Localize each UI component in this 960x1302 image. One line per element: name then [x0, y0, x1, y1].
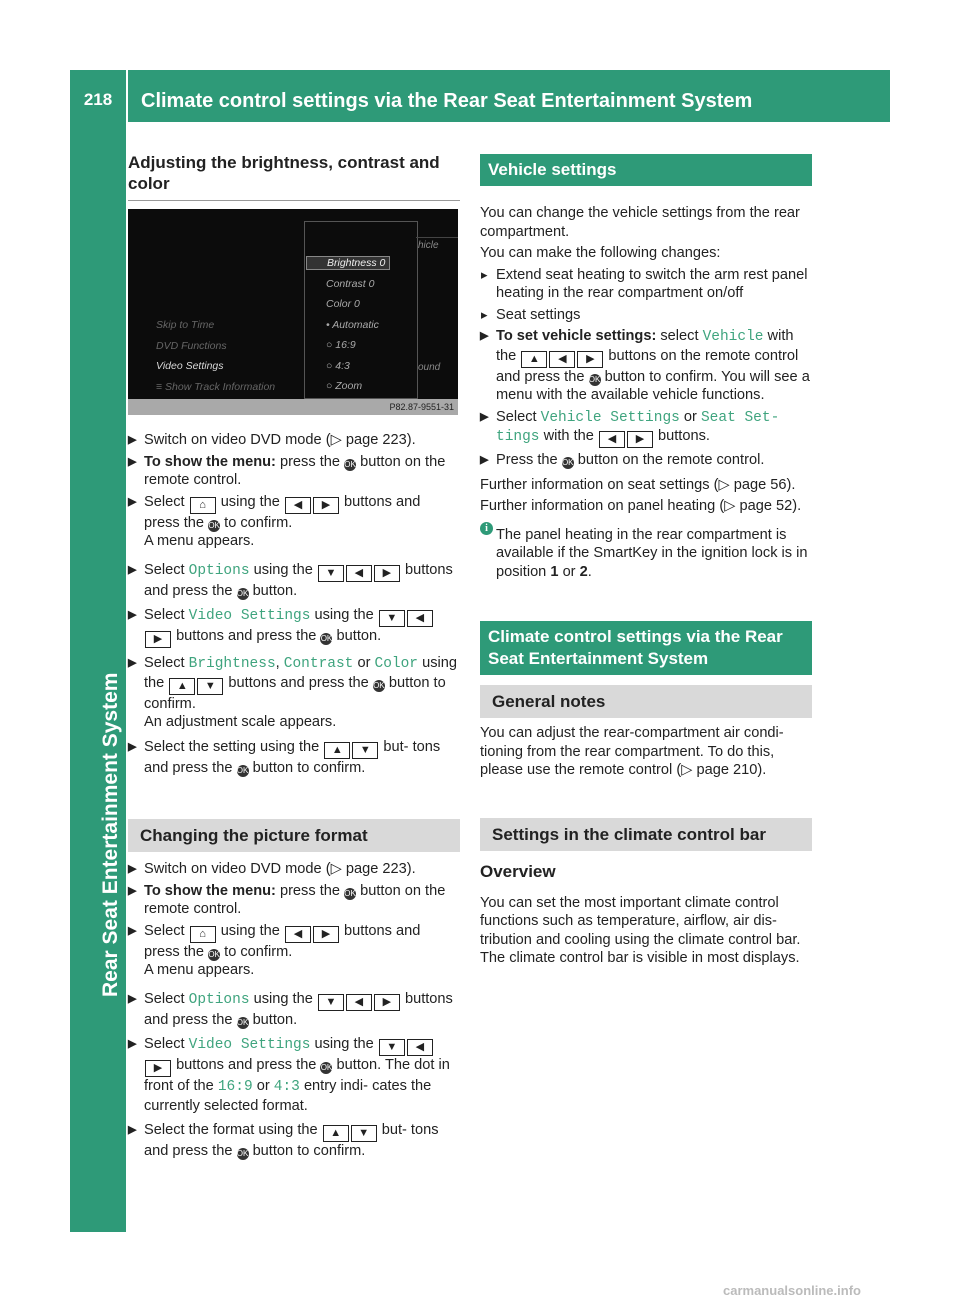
screen-menu-item: ≡ Show Track Information: [156, 380, 276, 393]
up-arrow-icon: ▲: [324, 742, 350, 759]
menu-option: Options: [188, 991, 250, 1008]
ok-button-icon: OK: [236, 1017, 249, 1027]
right-arrow-icon: ▶: [313, 926, 339, 943]
menu-option: Video Settings: [188, 1037, 311, 1053]
right-arrow-icon: ▶: [145, 1060, 171, 1077]
screen-menu-item: DVD Functions: [156, 339, 227, 352]
ok-button-icon: OK: [320, 1063, 333, 1072]
paragraph: Further information on seat settings (▷ page 56).: [480, 476, 796, 493]
ok-button-icon: OK: [588, 374, 601, 384]
down-arrow-icon: ▼: [318, 994, 344, 1011]
section-heading-climate: Climate control settings via the Rear Seat Entertainment System: [480, 621, 812, 675]
section-heading-vehicle-settings: Vehicle settings: [480, 154, 812, 186]
ok-button-icon: OK: [344, 459, 356, 469]
menu-option: Brightness: [188, 656, 276, 672]
right-column: [480, 152, 812, 968]
list-item: ▸ Seat settings: [480, 306, 812, 325]
page-number: 218: [83, 90, 113, 109]
section-heading-brightness: Adjusting the brightness, contrast and color: [128, 152, 460, 201]
screen-left-menu: [156, 315, 275, 397]
home-icon: ⌂: [190, 926, 216, 943]
home-icon: ⌂: [190, 497, 216, 514]
step: ▶ Select Video Settings using the ▼ ◀▶ buttons and press the OK button. The dot in front of the 16:9 or 4:3 entry indi- cates the currently selected format.: [128, 1035, 460, 1115]
step: ▶ Select Brightness, Contrast or Color using the ▲ ▼ buttons and press the OK button to confirm. An adjustment scale appears.: [128, 654, 460, 732]
up-arrow-icon: ▲: [169, 678, 195, 695]
ok-button-icon: OK: [373, 680, 385, 690]
screen-sub-menu: [326, 253, 390, 397]
step: ▶ Switch on video DVD mode (▷ page 223).: [128, 431, 460, 450]
header-divider: [126, 70, 128, 122]
ok-button-icon: OK: [208, 949, 220, 959]
right-arrow-icon: ▶: [577, 351, 603, 368]
left-arrow-icon: ◀: [346, 994, 372, 1011]
ref-arrow-icon: ▷: [724, 498, 736, 514]
right-arrow-icon: ▶: [313, 497, 339, 514]
down-arrow-icon: ▼: [379, 610, 405, 627]
info-note: i The panel heating in the rear compartment is available if the SmartKey in the ignition lock is in position 1 or 2.: [480, 526, 812, 582]
screen-menu-item-selected: Video Settings: [156, 360, 224, 372]
ok-button-icon: OK: [561, 458, 574, 467]
down-arrow-icon: ▼: [352, 742, 378, 759]
step: ▶ To show the menu: press the OK button on the remote control.: [128, 453, 460, 490]
paragraph: You can change the vehicle settings from the rear compartment.: [480, 205, 800, 240]
menu-option: Contrast: [283, 656, 354, 672]
screen-right-text: ound: [418, 362, 441, 373]
screen-submenu-item: ○ 4:3: [326, 359, 350, 372]
ref-arrow-icon: ▷: [681, 762, 693, 778]
screen-menu-item: Skip to Time: [156, 319, 215, 331]
left-arrow-icon: ◀: [599, 431, 625, 448]
ok-button-icon: OK: [236, 588, 249, 598]
menu-option: 16:9: [217, 1079, 253, 1095]
ok-button-icon: OK: [320, 634, 333, 643]
ok-button-icon: OK: [236, 765, 249, 775]
screen-right-text: hicle: [418, 240, 439, 251]
section-heading-general-notes: General notes: [480, 685, 812, 718]
menu-option: Vehicle: [702, 329, 764, 345]
screen-submenu-item: • Automatic: [326, 318, 379, 331]
ref-arrow-icon: ▷: [718, 476, 730, 493]
image-code: P82.87-9551-31: [389, 402, 454, 412]
screen-submenu-item: Contrast 0: [326, 277, 375, 290]
dvd-menu-screenshot: [128, 209, 458, 415]
step: ▶ Select the setting using the ▲ ▼ but- tons and press the OK button to confirm.: [128, 738, 460, 778]
side-tab-label: Rear Seat Entertainment System: [99, 672, 122, 997]
ok-button-icon: OK: [344, 888, 356, 898]
paragraph: You can adjust the rear-compartment air condi- tioning from the rear compartment. To do this, please use the remote control (▷ page 210).: [480, 725, 784, 778]
paragraph: You can make the following changes:: [480, 245, 721, 261]
down-arrow-icon: ▼: [351, 1125, 377, 1142]
page-title: Climate control settings via the Rear Seat Entertainment System: [141, 90, 753, 112]
ref-arrow-icon: ▷: [330, 861, 342, 877]
step: ▶ Select Video Settings using the ▼ ◀▶ buttons and press the OK button.: [128, 606, 460, 648]
paragraph: Further information on panel heating (▷ page 52).: [480, 498, 802, 514]
step: ▶ Select ⌂ using the ◀ ▶ buttons and press the OK to confirm. A menu appears.: [128, 922, 460, 980]
up-arrow-icon: ▲: [323, 1125, 349, 1142]
left-column: [128, 152, 460, 1161]
section-heading-climate-bar: Settings in the climate control bar: [480, 818, 812, 851]
step: ▶ Select the format using the ▲ ▼ but- tons and press the OK button to confirm.: [128, 1121, 460, 1161]
menu-option: Color: [374, 656, 419, 672]
step: ▶ Select Vehicle Settings or Seat Set‐ tings with the ◀ ▶ buttons.: [480, 408, 812, 449]
step: ▶ Select Options using the ▼ ◀ ▶ buttons and press the OK button.: [128, 561, 460, 601]
left-arrow-icon: ◀: [285, 926, 311, 943]
up-arrow-icon: ▲: [521, 351, 547, 368]
menu-option: Vehicle Settings: [540, 409, 680, 426]
step: ▶ To show the menu: press the OK button on the remote control.: [128, 882, 460, 919]
list-item: ▸ Extend seat heating to switch the arm rest panel heating in the rear compartment on/off: [480, 266, 812, 303]
section-heading-picture-format: Changing the picture format: [128, 819, 460, 852]
left-arrow-icon: ◀: [346, 565, 372, 582]
screen-submenu-item: ○ 16:9: [326, 339, 356, 351]
screen-submenu-item: ○ Zoom: [326, 380, 363, 392]
ref-arrow-icon: ▷: [330, 432, 342, 448]
watermark: carmanualsonline.info: [723, 1283, 861, 1298]
down-arrow-icon: ▼: [318, 565, 344, 582]
screen-submenu-item-highlighted: Brightness 0: [306, 256, 390, 270]
screen-submenu-item: Color 0: [326, 298, 360, 310]
right-arrow-icon: ▶: [374, 994, 400, 1011]
right-arrow-icon: ▶: [374, 565, 400, 582]
ok-button-icon: OK: [208, 520, 220, 530]
step: ▶ Select ⌂ using the ◀ ▶ buttons and press the OK to confirm. A menu appears.: [128, 493, 460, 551]
step: ▶ Select Options using the ▼ ◀ ▶ buttons and press the OK button.: [128, 990, 460, 1030]
ok-button-icon: OK: [236, 1149, 249, 1158]
left-arrow-icon: ◀: [407, 610, 433, 627]
step: ▶ To set vehicle settings: select Vehicle with the ▲ ◀ ▶ buttons on the remote control and press the OK button to confirm. You will see a menu with the available vehicle functions.: [480, 327, 812, 405]
down-arrow-icon: ▼: [379, 1039, 405, 1056]
sub-heading-overview: Overview: [480, 861, 556, 881]
down-arrow-icon: ▼: [197, 678, 223, 695]
left-arrow-icon: ◀: [407, 1039, 433, 1056]
info-icon: i: [480, 522, 493, 535]
menu-option: Video Settings: [188, 608, 311, 624]
right-arrow-icon: ▶: [627, 431, 653, 448]
left-arrow-icon: ◀: [285, 497, 311, 514]
menu-option: 4:3: [273, 1079, 300, 1095]
menu-option: Options: [188, 562, 250, 579]
right-arrow-icon: ▶: [145, 631, 171, 648]
step: ▶ Press the OK button on the remote control.: [480, 451, 812, 470]
menu-option: Seat Set‐ tings: [496, 409, 780, 445]
left-arrow-icon: ◀: [549, 351, 575, 368]
paragraph: You can set the most important climate control functions such as temperature, airflow, air dis- tribution and cooling using the climate control bar. The climate control bar is visible in most displays.: [480, 894, 801, 966]
step: ▶ Switch on video DVD mode (▷ page 223).: [128, 860, 460, 879]
